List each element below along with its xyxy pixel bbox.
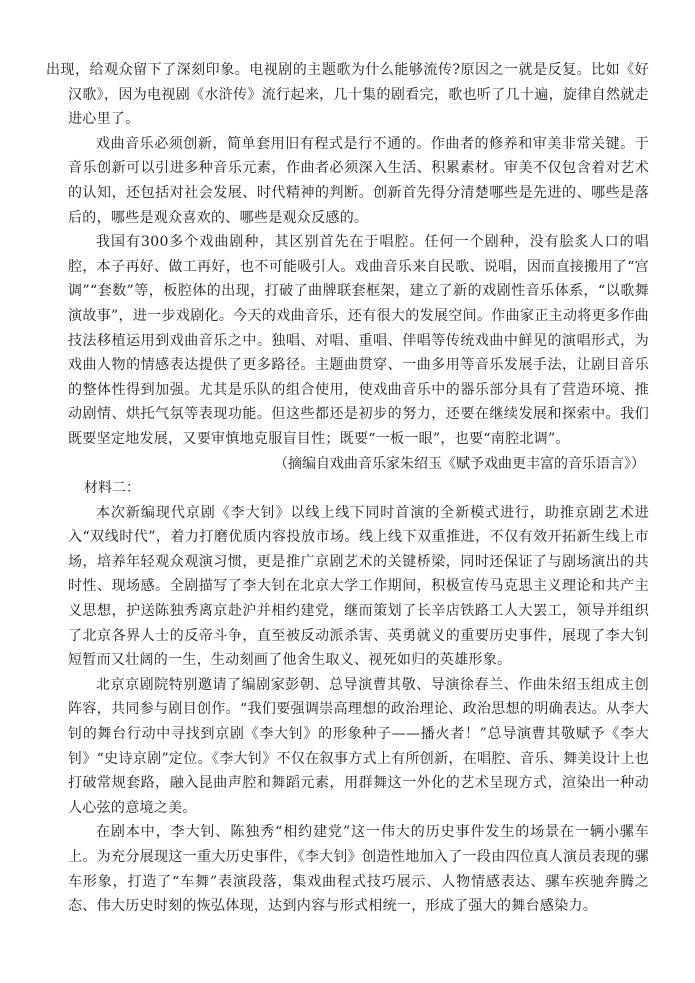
paragraph-continuation: 出现，给观众留下了深刻印象。电视剧的主题歌为什么能够流传?原因之一就是反复。比如《好汉歌》，因为电视剧《水浒传》流行起来，几十集的剧看完，歌也听了几十遍，旋律自然就走进心里了。 <box>46 62 649 128</box>
material-two-heading: 材料二： <box>84 480 140 497</box>
source-citation: （摘编自戏曲音乐家朱绍玉《赋予戏曲更丰富的音乐语言》） <box>274 455 645 472</box>
paragraph-singing-style: 我国有300多个戏曲剧种，其区别首先在于唱腔。任何一个剧种，没有脍炙人口的唱腔，本子再好、做工再好，也不可能吸引人。戏曲音乐来自民歌、说唱，因而直接搬用了“宫调”“套数”等，板腔体的出现，打破了曲牌联套框架，建立了新的戏剧性音乐体系，“以歌舞演故事”，进一步戏剧化。今天的戏曲音乐，还有很大的发展空间。作曲家正主动将更多作曲技法移植运用到戏曲音乐之中。独唱、对唱、重唱、伴唱等传统戏曲中鲜见的演唱形式，为戏曲人物的情感表达提供了更多路径。主题曲贯穿、一曲多用等音乐发展手法，让剧目音乐的整体性得到加强。尤其是乐队的组合使用，使戏曲音乐中的器乐部分具有了营造环境、推动剧情、烘托气氛等表现功能。但这些都还是初步的努力，还要在继续发展和探索中。我们既要坚定地发展，又要审慎地克服盲目性；既要“一板一眼”，也要“南腔北调”。 <box>68 234 649 447</box>
paragraph-cart-dance: 在剧本中，李大钊、陈独秀“相约建党”这一伟大的历史事件发生的场景在一辆小骡车上。为充分展现这一重大历史事件，《李大钊》创造性地加入了一段由四位真人演员表现的骡车形象，打造了“车舞”表演段落，集戏曲程式技巧展示、人物情感表达、骡车疾驰奔腾之态、伟大历史时刻的恢弘体现，达到内容与形式相统一，形成了强大的舞台感染力。 <box>68 824 649 915</box>
paragraph-premiere: 本次新编现代京剧《李大钊》以线上线下同时首演的全新模式进行，助推京剧艺术进入“双线时代”，着力打磨优质内容投放市场。线上线下双重推进，不仅有效开拓新生线上市场，培养年轻观众观演习惯，更是推广京剧艺术的关键桥梁，同时还保证了与剧场演出的共时性、现场感。全剧描写了李大钊在北京大学工作期间，积极宣传马克思主义理论和共产主义思想，护送陈独秀离京赴沪并相约建党，继而策划了长辛店铁路工人大罢工，领导并组织了北京各界人士的反帝斗争，直至被反动派杀害、英勇就义的重要历史事件，展现了李大钊短暂而又壮阔的一生，生动刻画了他舍生取义、视死如归的英雄形象。 <box>68 504 649 669</box>
paragraph-creative-team: 北京京剧院特别邀请了编剧家彭朝、总导演曹其敬、导演徐春兰、作曲朱绍玉组成主创阵容，共同参与剧目创作。“我们要强调崇高理想的政治理论、政治思想的明确表达。从李大钊的舞台行动中寻找到京剧《李大钊》的形象种子——播火者！”总导演曹其敬赋予《李大钊》“史诗京剧”定位。《李大钊》不仅在叙事方式上有所创新，在唱腔、音乐、舞美设计上也打破常规套路，融入昆曲声腔和舞蹈元素，用群舞这一外化的艺术呈现方式，渲染出一种动人心弦的意境之美。 <box>68 676 649 816</box>
paragraph-innovation: 戏曲音乐必须创新，简单套用旧有程式是行不通的。作曲者的修养和审美非常关键。于音乐创新可以引进多种音乐元素，作曲者必须深入生活、积累素材。审美不仅包含着对艺术的认知，还包括对社会发展、时代精神的判断。创新首先得分清楚哪些是先进的、哪些是落后的，哪些是观众喜欢的、哪些是观众反感的。 <box>68 135 649 226</box>
